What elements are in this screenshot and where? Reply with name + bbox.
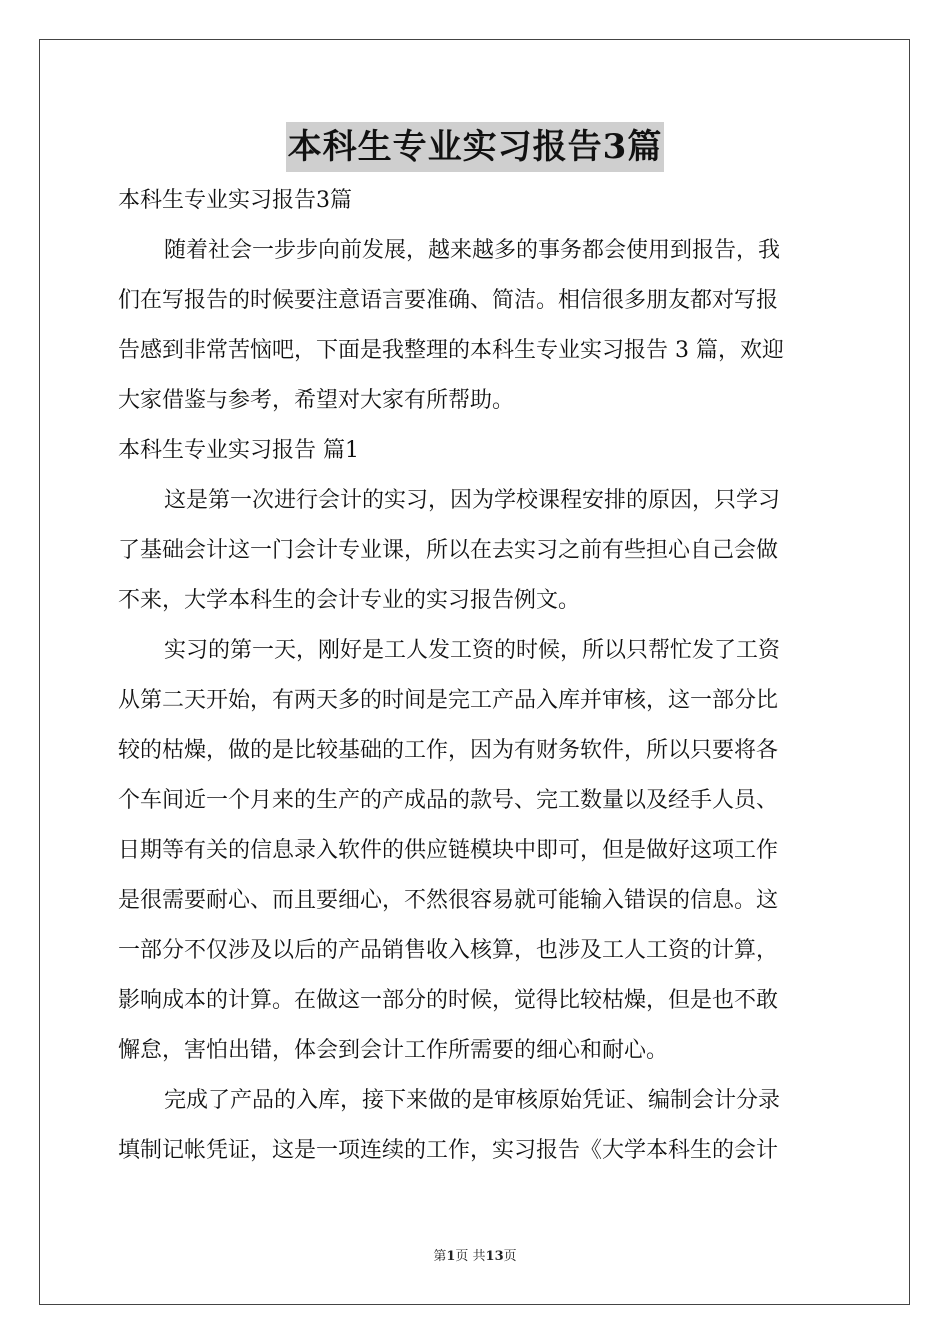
page-number: 1 (446, 1249, 456, 1264)
paragraph-line: 影响成本的计算。在做这一部分的时候，觉得比较枯燥，但是也不敢 (118, 988, 779, 1013)
paragraph-line: 个车间近一个月来的生产的产成品的款号、完工数量以及经手人员、 (118, 788, 779, 813)
title-container (0, 122, 950, 172)
paragraph-line: 一部分不仅涉及以后的产品销售收入核算，也涉及工人工资的计算， (118, 938, 779, 963)
paragraph-line: 填制记帐凭证，这是一项连续的工作，实习报告《大学本科生的会计 (118, 1138, 779, 1163)
paragraph-line: 告感到非常苦恼吧，下面是我整理的本科生专业实习报告 3 篇，欢迎 (118, 338, 784, 363)
section-heading: 本科生专业实习报告 篇1 (118, 438, 359, 463)
total-pages: 13 (485, 1249, 504, 1264)
document-body (118, 176, 832, 1176)
paragraph-line: 不来，大学本科生的会计专业的实习报告例文。 (118, 588, 581, 613)
paragraph-line: 这是第一次进行会计的实习，因为学校课程安排的原因，只学习 (164, 488, 781, 513)
page-label-mid: 页 共 (455, 1249, 486, 1264)
paragraph-line: 日期等有关的信息录入软件的供应链模块中即可，但是做好这项工作 (118, 838, 779, 863)
paragraph-line: 随着社会一步步向前发展，越来越多的事务都会使用到报告，我 (164, 238, 781, 263)
document-title: 本科生专业实习报告3篇 (286, 122, 665, 172)
paragraph-line: 大家借鉴与参考，希望对大家有所帮助。 (118, 388, 515, 413)
paragraph-line: 懈怠，害怕出错，体会到会计工作所需要的细心和耐心。 (118, 1038, 669, 1063)
paragraph-line: 较的枯燥，做的是比较基础的工作，因为有财务软件，所以只要将各 (118, 738, 779, 763)
subtitle-line: 本科生专业实习报告3篇 (118, 188, 352, 213)
paragraph-line: 们在写报告的时候要注意语言要准确、简洁。相信很多朋友都对写报 (118, 288, 779, 313)
paragraph-line: 完成了产品的入库，接下来做的是审核原始凭证、编制会计分录 (164, 1088, 781, 1113)
paragraph-line: 了基础会计这一门会计专业课，所以在去实习之前有些担心自己会做 (118, 538, 779, 563)
paragraph-line: 从第二天开始，有两天多的时间是完工产品入库并审核，这一部分比 (118, 688, 779, 713)
paragraph-line: 是很需要耐心、而且要细心，不然很容易就可能输入错误的信息。这 (118, 888, 779, 913)
page-label-suffix: 页 (503, 1249, 517, 1264)
page-footer (0, 1245, 950, 1264)
page-label-prefix: 第 (433, 1249, 447, 1264)
paragraph-line: 实习的第一天，刚好是工人发工资的时候，所以只帮忙发了工资 (164, 638, 781, 663)
